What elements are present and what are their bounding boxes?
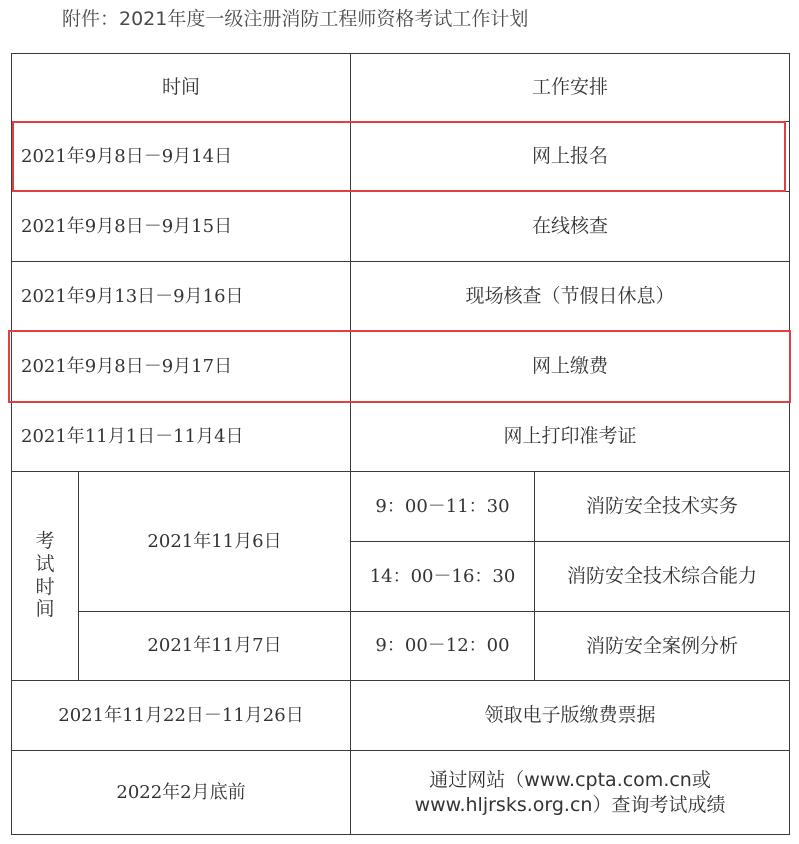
table-row bbox=[12, 262, 790, 332]
schedule-table bbox=[11, 53, 790, 835]
header-arrangement: 工作安排 bbox=[351, 54, 790, 122]
exam-date-day1: 2021年11月6日 bbox=[79, 472, 351, 612]
table-row bbox=[12, 192, 790, 262]
exam-time-slot: 9：00－11：30 bbox=[351, 472, 535, 542]
row-task: 在线核查 bbox=[351, 192, 790, 262]
exam-label: 考试时间 bbox=[35, 529, 55, 621]
exam-time-slot: 9：00－12：00 bbox=[351, 612, 535, 681]
exam-time-slot: 14：00－16：30 bbox=[351, 542, 535, 612]
row-time: 2021年9月8日－9月14日 bbox=[12, 122, 351, 192]
header-time: 时间 bbox=[12, 54, 351, 122]
document-caption: 附件：2021年度一级注册消防工程师资格考试工作计划 bbox=[62, 8, 529, 30]
exam-subject: 消防安全技术综合能力 bbox=[535, 542, 790, 612]
exam-label-cell bbox=[12, 472, 79, 681]
exam-subject: 消防安全案例分析 bbox=[535, 612, 790, 681]
exam-date-day2: 2021年11月7日 bbox=[79, 612, 351, 681]
row-time: 2021年11月1日－11月4日 bbox=[12, 402, 351, 472]
exam-row-1 bbox=[12, 472, 790, 542]
row-time: 2021年9月8日－9月17日 bbox=[12, 332, 351, 402]
row-task: 网上报名 bbox=[351, 122, 790, 192]
row-time: 2021年11月22日－11月26日 bbox=[12, 681, 351, 751]
row-time: 2021年9月13日－9月16日 bbox=[12, 262, 351, 332]
row-task: 现场核查（节假日休息） bbox=[351, 262, 790, 332]
row-time: 2022年2月底前 bbox=[12, 751, 351, 835]
row-task-multiline bbox=[351, 751, 790, 835]
table-row bbox=[12, 122, 790, 192]
row-task: 网上打印准考证 bbox=[351, 402, 790, 472]
table-row bbox=[12, 332, 790, 402]
row-time: 2021年9月8日－9月15日 bbox=[12, 192, 351, 262]
exam-subject: 消防安全技术实务 bbox=[535, 472, 790, 542]
table-header-row bbox=[12, 54, 790, 122]
row-task: 网上缴费 bbox=[351, 332, 790, 402]
table-row bbox=[12, 402, 790, 472]
row-task: 领取电子版缴费票据 bbox=[351, 681, 790, 751]
table-row bbox=[12, 681, 790, 751]
table-row bbox=[12, 751, 790, 835]
task-line: 通过网站（www.cpta.com.cn或 bbox=[429, 768, 711, 791]
task-line: www.hljrsks.org.cn）查询考试成绩 bbox=[414, 793, 726, 816]
exam-row-3 bbox=[12, 612, 790, 681]
